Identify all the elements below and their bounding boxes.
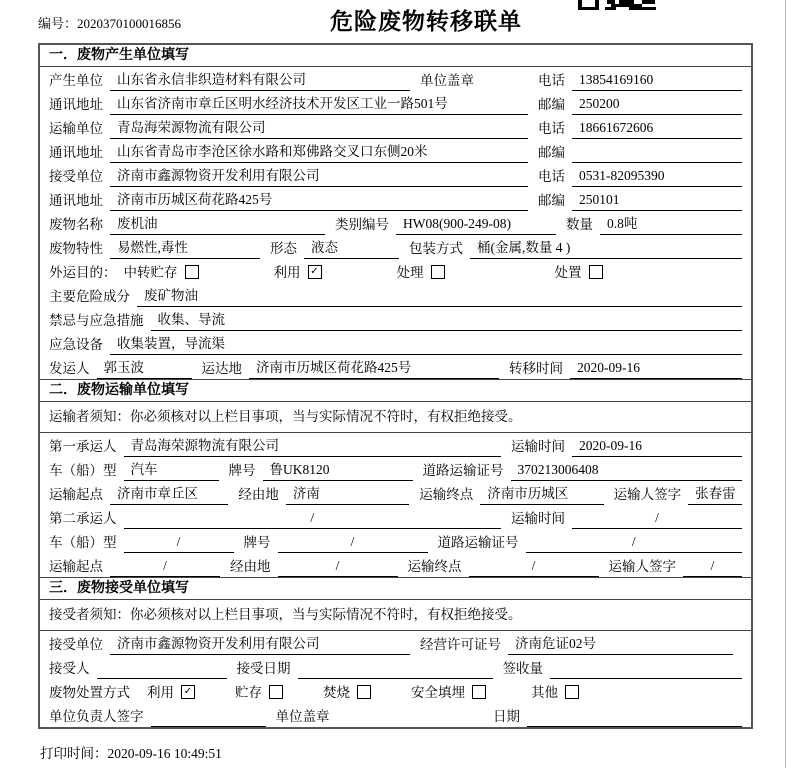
- producer-zip-label: 邮编: [538, 97, 565, 112]
- destination-label: 运达地: [201, 361, 242, 376]
- waste-trait-label: 废物特性: [49, 241, 103, 256]
- transporter-zip-value: [572, 162, 742, 163]
- license-label: 经营许可证号: [420, 637, 501, 652]
- purpose-option: [274, 262, 322, 283]
- accept-unit-row: [40, 631, 751, 655]
- purpose-dispose-label: 处置: [554, 265, 582, 280]
- accept-date-value: [298, 678, 493, 679]
- vehicle1-row: [40, 457, 751, 481]
- form-label: 形态: [270, 241, 297, 256]
- purpose-label: 外运目的：: [49, 265, 117, 280]
- print-time: [40, 742, 222, 762]
- producer-zip-value: 250200: [572, 93, 742, 115]
- checkbox-utilize: ✓: [308, 265, 322, 279]
- vehicle1-type-label: 车（船）型: [49, 463, 117, 478]
- vehicle1-type-value: 汽车: [124, 459, 219, 481]
- accept-person-label: 接受人: [49, 661, 90, 676]
- plate1-value: 鲁UK8120: [263, 459, 413, 481]
- producer-label: 产生单位: [49, 73, 103, 88]
- hazard-value: 废矿物油: [137, 285, 742, 307]
- transporter-row: [40, 115, 751, 139]
- waste-name-row: [40, 211, 751, 235]
- transporter-value: 青岛海荣源物流有限公司: [110, 117, 528, 139]
- section2-title: 二．废物运输单位填写: [40, 379, 751, 402]
- shipper-value: 郭玉波: [97, 357, 192, 379]
- transporter-address-label: 通讯地址: [49, 145, 103, 160]
- taboo-row: [40, 307, 751, 331]
- responsible-sign-value: [151, 726, 266, 727]
- waste-code-value: HW08(900-249-08): [396, 213, 556, 235]
- print-time-value: 2020-09-16 10:49:51: [107, 746, 222, 761]
- transporter-address-row: [40, 139, 751, 163]
- disposal-other-label: 其他: [531, 685, 558, 700]
- disposal-incinerate-label: 焚烧: [323, 685, 350, 700]
- receiver-zip-value: 250101: [572, 189, 742, 211]
- origin1-value: 济南市章丘区: [110, 483, 228, 505]
- transporter-address-value: 山东省青岛市李沧区徐水路和郑佛路交叉口东侧20米: [110, 141, 528, 163]
- receiver-label: 接受单位: [49, 169, 103, 184]
- quantity-label: 数量: [566, 217, 593, 232]
- checkbox-dispose: [589, 265, 603, 279]
- road-permit2-label: 道路运输证号: [437, 535, 519, 550]
- carrier1-row: [40, 433, 751, 457]
- accept-person-value: [97, 678, 227, 679]
- received-amount-label: 签收量: [502, 661, 543, 676]
- receiver-phone-value: 0531-82095390: [572, 165, 742, 187]
- waste-code-label: 类别编号: [335, 217, 389, 232]
- page-title: 危险废物转移联单: [330, 9, 522, 34]
- via2-value: /: [278, 555, 398, 577]
- print-time-label: 打印时间：: [40, 746, 108, 761]
- qr-code-fragment: [578, 0, 656, 11]
- carrier2-label: 第二承运人: [49, 511, 117, 526]
- purpose-row: [40, 259, 751, 283]
- plate2-value: /: [278, 531, 428, 553]
- unit-seal-label: 单位盖章: [275, 709, 330, 724]
- hazard-label: 主要危险成分: [49, 289, 130, 304]
- via1-label: 经由地: [238, 487, 279, 502]
- producer-phone-label: 电话: [538, 73, 565, 88]
- receiver-notice: 接受者须知：你必须核对以上栏目事项，当与实际情况不符时，有权拒绝接受。: [40, 600, 751, 631]
- accept-unit-label: 接受单位: [49, 637, 103, 652]
- receiver-value: 济南市鑫源物资开发利用有限公司: [110, 165, 528, 187]
- waste-name-value: 废机油: [110, 213, 325, 235]
- producer-value: 山东省永信非织造材料有限公司: [110, 69, 410, 91]
- vehicle2-type-label: 车（船）型: [49, 535, 117, 550]
- producer-address-value: 山东省济南市章丘区明水经济技术开发区工业一路501号: [110, 93, 528, 115]
- disposal-row: [40, 679, 751, 703]
- disposal-option: [323, 682, 371, 703]
- checkbox-utilize: ✓: [181, 685, 195, 699]
- via1-value: 济南: [286, 483, 409, 505]
- taboo-label: 禁忌与应急措施: [49, 313, 144, 328]
- serial-number: [38, 13, 181, 32]
- producer-phone-value: 13854169160: [572, 69, 742, 91]
- carrier2-time-value: /: [572, 507, 742, 529]
- transporter-phone-value: 18661672606: [572, 117, 742, 139]
- accept-date-label: 接受日期: [236, 661, 291, 676]
- license-value: 济南危证02号: [508, 633, 733, 655]
- signature2-label: 运输人签字: [608, 559, 676, 574]
- checkbox-incinerate: [357, 685, 371, 699]
- manifest-form: [38, 43, 753, 729]
- producer-address-row: [40, 91, 751, 115]
- shipper-row: [40, 355, 751, 379]
- terminus2-value: /: [469, 555, 599, 577]
- terminus2-label: 运输终点: [407, 559, 462, 574]
- responsible-sign-row: [40, 703, 751, 727]
- transporter-phone-label: 电话: [538, 121, 565, 136]
- disposal-option: [235, 682, 283, 703]
- receiver-zip-label: 邮编: [538, 193, 565, 208]
- waste-trait-row: [40, 235, 751, 259]
- transfer-date-value: 2020-09-16: [570, 357, 742, 379]
- origin1-label: 运输起点: [49, 487, 103, 502]
- disposal-option: [147, 682, 195, 703]
- hazard-row: [40, 283, 751, 307]
- carrier2-time-label: 运输时间: [511, 511, 565, 526]
- receiver-address-row: [40, 187, 751, 211]
- transporter-zip-label: 邮编: [538, 145, 565, 160]
- origin2-label: 运输起点: [49, 559, 103, 574]
- vehicle2-type-value: /: [124, 531, 234, 553]
- terminus1-value: 济南市历城区: [480, 483, 603, 505]
- packing-value: 桶(金属,数量 4 ): [470, 237, 742, 259]
- receiver-address-value: 济南市历城区荷花路425号: [110, 189, 528, 211]
- serial-label: 编号：: [38, 16, 78, 31]
- transporter-notice: 运输者须知：你必须核对以上栏目事项，当与实际情况不符时，有权拒绝接受。: [40, 402, 751, 433]
- transfer-date-label: 转移时间: [509, 361, 563, 376]
- plate1-label: 牌号: [228, 463, 256, 478]
- destination-value: 济南市历城区荷花路425号: [249, 357, 499, 379]
- disposal-store-label: 贮存: [235, 685, 262, 700]
- route2-row: [40, 553, 751, 577]
- date-value: [527, 726, 742, 727]
- checkbox-transfer-storage: [185, 265, 199, 279]
- carrier2-value: /: [124, 507, 502, 529]
- taboo-value: 收集、导流: [151, 309, 743, 331]
- packing-label: 包装方式: [409, 241, 463, 256]
- section1-title: 一．废物产生单位填写: [40, 45, 751, 67]
- page-edge-line: [785, 0, 786, 768]
- origin2-value: /: [110, 555, 220, 577]
- equipment-label: 应急设备: [49, 337, 103, 352]
- carrier1-label: 第一承运人: [49, 439, 117, 454]
- document-header: [0, 0, 796, 43]
- accept-person-row: [40, 655, 751, 679]
- responsible-sign-label: 单位负责人签字: [49, 709, 144, 724]
- carrier1-value: 青岛海荣源物流有限公司: [124, 435, 502, 457]
- checkbox-landfill: [472, 685, 486, 699]
- serial-value: 2020370100016856: [77, 16, 182, 31]
- signature1-label: 运输人签字: [613, 487, 682, 502]
- date-label: 日期: [493, 709, 520, 724]
- carrier1-time-value: 2020-09-16: [572, 435, 742, 457]
- received-amount-value: [550, 678, 742, 679]
- producer-row: [40, 67, 751, 91]
- via2-label: 经由地: [230, 559, 271, 574]
- unit-seal-label: 单位盖章: [420, 73, 474, 88]
- purpose-treat-label: 处理: [396, 265, 424, 280]
- equipment-value: 收集装置，导流渠: [110, 333, 742, 355]
- vehicle2-row: [40, 529, 751, 553]
- purpose-option: [124, 262, 199, 283]
- disposal-landfill-label: 安全填埋: [411, 685, 465, 700]
- road-permit2-value: /: [526, 531, 743, 553]
- road-permit1-value: 370213006408: [511, 459, 743, 481]
- carrier2-row: [40, 505, 751, 529]
- transporter-label: 运输单位: [49, 121, 103, 136]
- purpose-utilize-label: 利用: [273, 265, 301, 280]
- receiver-phone-label: 电话: [538, 169, 565, 184]
- receiver-address-label: 通讯地址: [49, 193, 103, 208]
- checkbox-other: [565, 685, 579, 699]
- disposal-option: [411, 682, 486, 703]
- form-value: 液态: [304, 237, 399, 259]
- waste-name-label: 废物名称: [49, 217, 103, 232]
- plate2-label: 牌号: [243, 535, 271, 550]
- signature1-value: 张春雷: [688, 483, 742, 505]
- signature2-value: /: [683, 555, 742, 577]
- quantity-value: 0.8吨: [600, 213, 742, 235]
- road-permit1-label: 道路运输证号: [422, 463, 504, 478]
- carrier1-time-label: 运输时间: [511, 439, 565, 454]
- route1-row: [40, 481, 751, 505]
- terminus1-label: 运输终点: [419, 487, 474, 502]
- purpose-option: [397, 262, 445, 283]
- purpose-transfer-storage-label: 中转贮存: [123, 265, 178, 280]
- checkbox-store: [269, 685, 283, 699]
- disposal-option: [531, 682, 579, 703]
- purpose-option: [555, 262, 603, 283]
- receiver-row: [40, 163, 751, 187]
- shipper-label: 发运人: [49, 361, 90, 376]
- disposal-label: 废物处置方式: [49, 685, 130, 700]
- producer-address-label: 通讯地址: [49, 97, 103, 112]
- waste-trait-value: 易燃性,毒性: [110, 237, 260, 259]
- checkbox-treat: [431, 265, 445, 279]
- equipment-row: [40, 331, 751, 355]
- section3-title: 三．废物接受单位填写: [40, 577, 751, 600]
- disposal-utilize-label: 利用: [147, 685, 174, 700]
- accept-unit-value: 济南市鑫源物资开发利用有限公司: [110, 633, 410, 655]
